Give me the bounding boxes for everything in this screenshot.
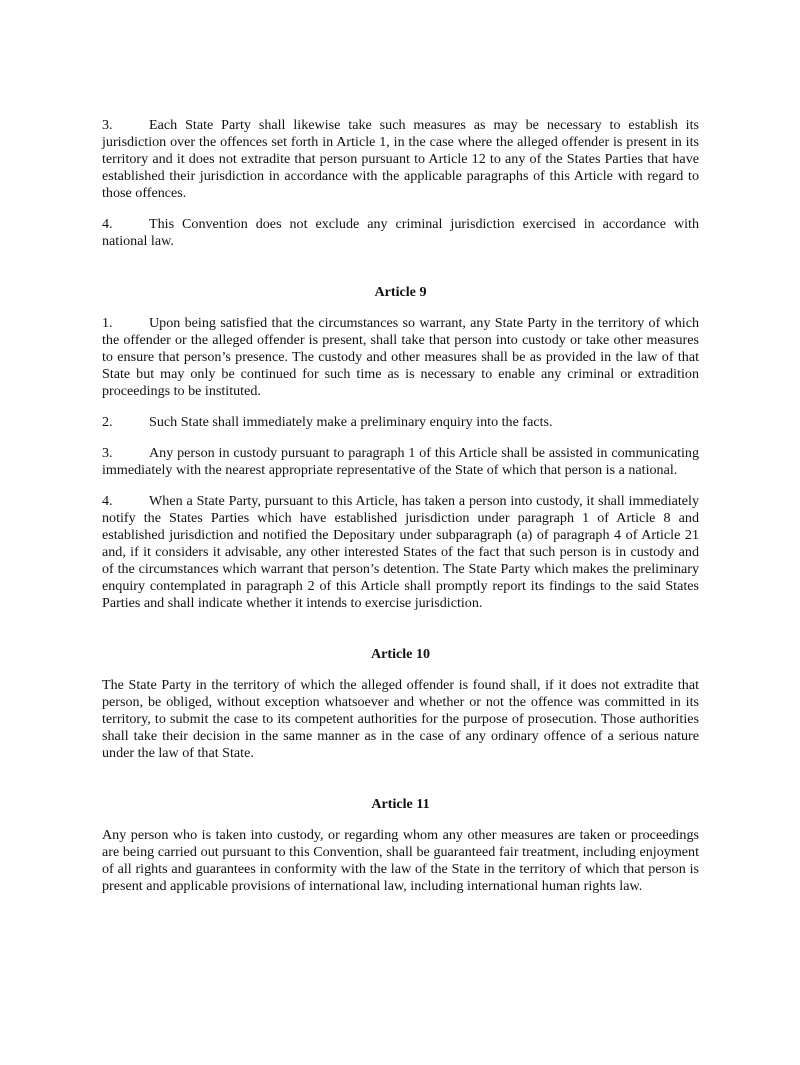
article-9-paragraph-1	[102, 315, 699, 400]
paragraph-number: 3.	[102, 117, 113, 133]
article-11-heading: Article 11	[371, 796, 430, 812]
paragraph-number: 4.	[102, 493, 113, 509]
article-10-paragraph: The State Party in the territory of which the alleged offender is found shall, if it does not extradite that person, be obliged, without exception whatsoever and whether or not the offence was committed in its territory, to submit the case to its competent authorities for the purpose of prosecution. Those authorities shall take their decision in the same manner as in the case of any ordinary offence of a serious nature under the law of that State.	[102, 677, 699, 761]
paragraph-text: Upon being satisfied that the circumstances so warrant, any State Party in the territory of which the offender or the alleged offender is present, shall take that person into custody or take other measures to ensure that person’s presence. The custody and other measures shall be as provided in the law of that State but may only be continued for such time as is necessary to enable any criminal or extradition proceedings to be instituted.	[102, 315, 699, 399]
article-11-paragraph: Any person who is taken into custody, or regarding whom any other measures are taken or proceedings are being carried out pursuant to this Convention, shall be guaranteed fair treatment, including enjoyment of all rights and guarantees in conformity with the law of the State in the territory of which that person is present and applicable provisions of international law, including international human rights law.	[102, 827, 699, 894]
paragraph-text: Any person in custody pursuant to paragraph 1 of this Article shall be assisted in communicating immediately with the nearest appropriate representative of the State of which that person is a national.	[102, 445, 699, 478]
paragraph-4-previous-article	[102, 216, 699, 250]
article-9-paragraph-4	[102, 493, 699, 612]
paragraph-text: Such State shall immediately make a preliminary enquiry into the facts.	[149, 414, 553, 430]
paragraph-number: 3.	[102, 445, 113, 461]
article-9-paragraph-2	[102, 414, 699, 431]
paragraph-text: Each State Party shall likewise take such measures as may be necessary to establish its jurisdiction over the offences set forth in Article 1, in the case where the alleged offender is present in its territory and it does not extradite that person pursuant to Article 12 to any of the States Parties that have established their jurisdiction in accordance with the applicable paragraphs of this Article with regard to those offences.	[102, 117, 699, 201]
article-9-paragraph-3	[102, 445, 699, 479]
article-9-heading: Article 9	[374, 284, 427, 300]
paragraph-number: 1.	[102, 315, 113, 331]
document-body	[102, 117, 699, 909]
paragraph-text: When a State Party, pursuant to this Article, has taken a person into custody, it shall immediately notify the States Parties which have established jurisdiction under paragraph 1 of Article 8 and established jurisdiction and notified the Depositary under subparagraph (a) of paragraph 4 of Article 21 and, if it considers it advisable, any other interested States of the fact that such person is in custody and of the circumstances which warrant that person’s detention. The State Party which makes the preliminary enquiry contemplated in paragraph 2 of this Article shall promptly report its findings to the said States Parties and shall indicate whether it intends to exercise jurisdiction.	[102, 493, 699, 611]
article-10-heading: Article 10	[370, 646, 431, 662]
paragraph-number: 2.	[102, 414, 113, 430]
paragraph-text: This Convention does not exclude any criminal jurisdiction exercised in accordance with national law.	[102, 216, 699, 249]
paragraph-3-previous-article	[102, 117, 699, 202]
paragraph-number: 4.	[102, 216, 113, 232]
